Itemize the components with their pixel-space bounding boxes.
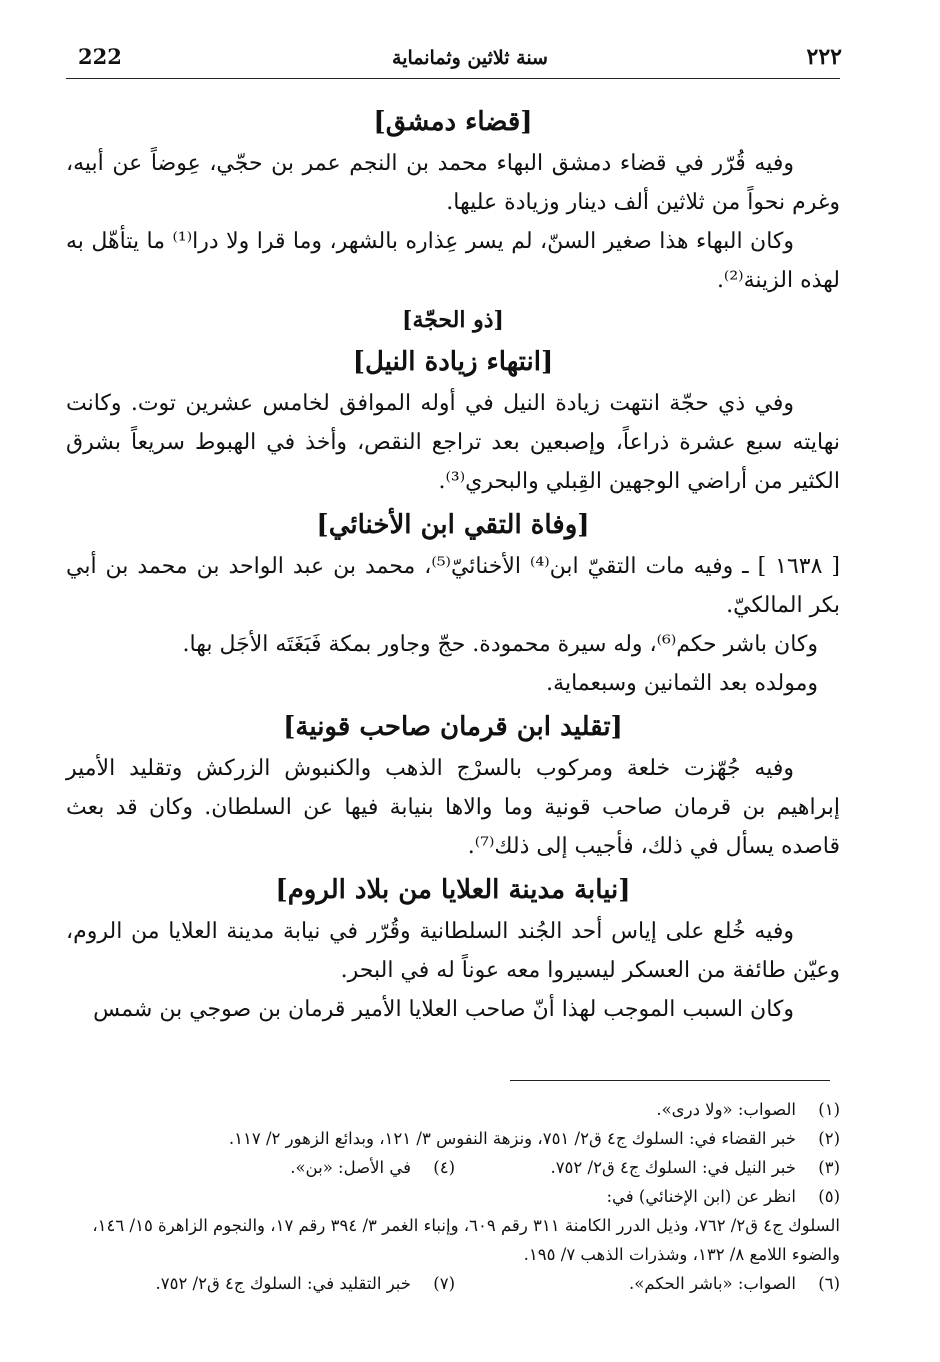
footnote-row [70, 1269, 840, 1298]
section-heading: [نيابة مدينة العلايا من بلاد الروم] [275, 875, 631, 905]
month-heading: [ذو الحجّة] [402, 307, 504, 333]
footnote [455, 1153, 840, 1182]
page-number-latin: 222 [78, 44, 122, 69]
footnote-text: السلوك ج٤ ق٢/ ٧٦٢، وذيل الدرر الكامنة ٣١١ رقم ٦٠٩، وإنباء الغمر ٣/ ٣٩٤ رقم ١٧، والنجوم الزاهرة ١٥/ ١٤٦، والضوء اللامع ٨/ ١٣٢، وشذرات الذهب ٧/ ١٩٥. [92, 1216, 840, 1264]
page-number-arabic: ٢٢٢ [806, 44, 842, 70]
footnote-number: (١) [818, 1100, 840, 1119]
footnote-number: (٦) [818, 1274, 840, 1293]
header-rule [66, 78, 840, 79]
footnote [70, 1095, 840, 1124]
footnote-number: (٥) [818, 1187, 840, 1206]
footnote-number: (٧) [433, 1274, 455, 1293]
paragraph: وكان السبب الموجب لهذا أنّ صاحب العلايا الأمير قرمان بن صوجي بن شمس [93, 997, 794, 1022]
footnote-text: في الأصل: «بن». [290, 1158, 411, 1177]
footnote-row [70, 1153, 840, 1182]
footnote-text: خبر القضاء في: السلوك ج٤ ق٢/ ٧٥١، ونزهة النفوس ٣/ ١٢١، وبدائع الزهور ٢/ ١١٧. [228, 1129, 796, 1148]
paragraph: وفيه جُهّزت خلعة ومركوب بالسرْج الذهب والكنبوش الزركش وتقليد الأمير إبراهيم بن قرمان صاحب قونية وما والاها بنيابة فيها عن السلطان. وكان قد بعث قاصده يسأل في ذلك، فأجيب إلى ذلك⁽⁷⁾. [66, 756, 840, 859]
footnote-text: خبر التقليد في: السلوك ج٤ ق٢/ ٧٥٢. [155, 1274, 411, 1293]
section-heading: [وفاة التقي ابن الأخنائي] [316, 510, 590, 540]
paragraph: وكان البهاء هذا صغير السنّ، لم يسر عِذاره بالشهر، وما قرا ولا درا⁽¹⁾ ما يتأهّل به لهذه الزينة⁽²⁾. [66, 229, 840, 293]
footnote-rule [510, 1080, 830, 1081]
footnote-text: الصواب: «باشر الحكم». [629, 1274, 796, 1293]
footnote [70, 1182, 840, 1211]
footnote-text: انظر عن (ابن الإخنائي) في: [606, 1187, 796, 1206]
paragraph: وكان باشر حكم⁽⁶⁾، وله سيرة محمودة. حجّ وجاور بمكة فَبَغَتَه الأجَل بها. [182, 632, 818, 657]
footnote-text: خبر النيل في: السلوك ج٤ ق٢/ ٧٥٢. [550, 1158, 796, 1177]
biography-entry: [ ١٦٣٨ ] ـ وفيه مات التقيّ ابن⁽⁴⁾ الأخنائيّ⁽⁵⁾، محمد بن عبد الواحد بن محمد بن أبي بكر المالكيّ. [66, 554, 840, 618]
section-heading: [تقليد ابن قرمان صاحب قونية] [283, 712, 623, 742]
main-text [66, 98, 840, 1029]
paragraph: وفيه قُرّر في قضاء دمشق البهاء محمد بن النجم عمر بن حجّي، عِوضاً عن أبيه، وغرم نحواً من ثلاثين ألف دينار وزيادة عليها. [66, 151, 840, 215]
running-title: سنة ثلاثين وثمانماية [392, 47, 548, 69]
paragraph: وفي ذي حجّة انتهت زيادة النيل في أوله الموافق لخامس عشرين توت. وكانت نهايته سبع عشرة ذراعاً، وإصبعين بعد تراجع النقص، وأخذ في الهبوط سريعاً بشرق الكثير من أراضي الوجهين القِبلي والبحري⁽³⁾. [66, 391, 840, 494]
footnote [455, 1269, 840, 1298]
footnote-continuation [70, 1211, 840, 1269]
footnote-number: (٢) [818, 1129, 840, 1148]
footnote [70, 1124, 840, 1153]
footnote [70, 1153, 455, 1182]
footnote [70, 1269, 455, 1298]
paragraph: وفيه خُلع على إياس أحد الجُند السلطانية وقُرّر في نيابة مدينة العلايا من الروم، وعيّن طائفة من العسكر ليسيروا معه عوناً له في البحر. [66, 919, 840, 983]
section-heading: [قضاء دمشق] [373, 107, 533, 137]
footnote-text: الصواب: «ولا درى». [656, 1100, 796, 1119]
paragraph: ومولده بعد الثمانين وسبعماية. [546, 671, 818, 696]
footnote-number: (٣) [818, 1158, 840, 1177]
footnote-number: (٤) [433, 1158, 455, 1177]
section-heading: [انتهاء زيادة النيل] [352, 347, 554, 377]
footnotes [70, 1095, 840, 1298]
